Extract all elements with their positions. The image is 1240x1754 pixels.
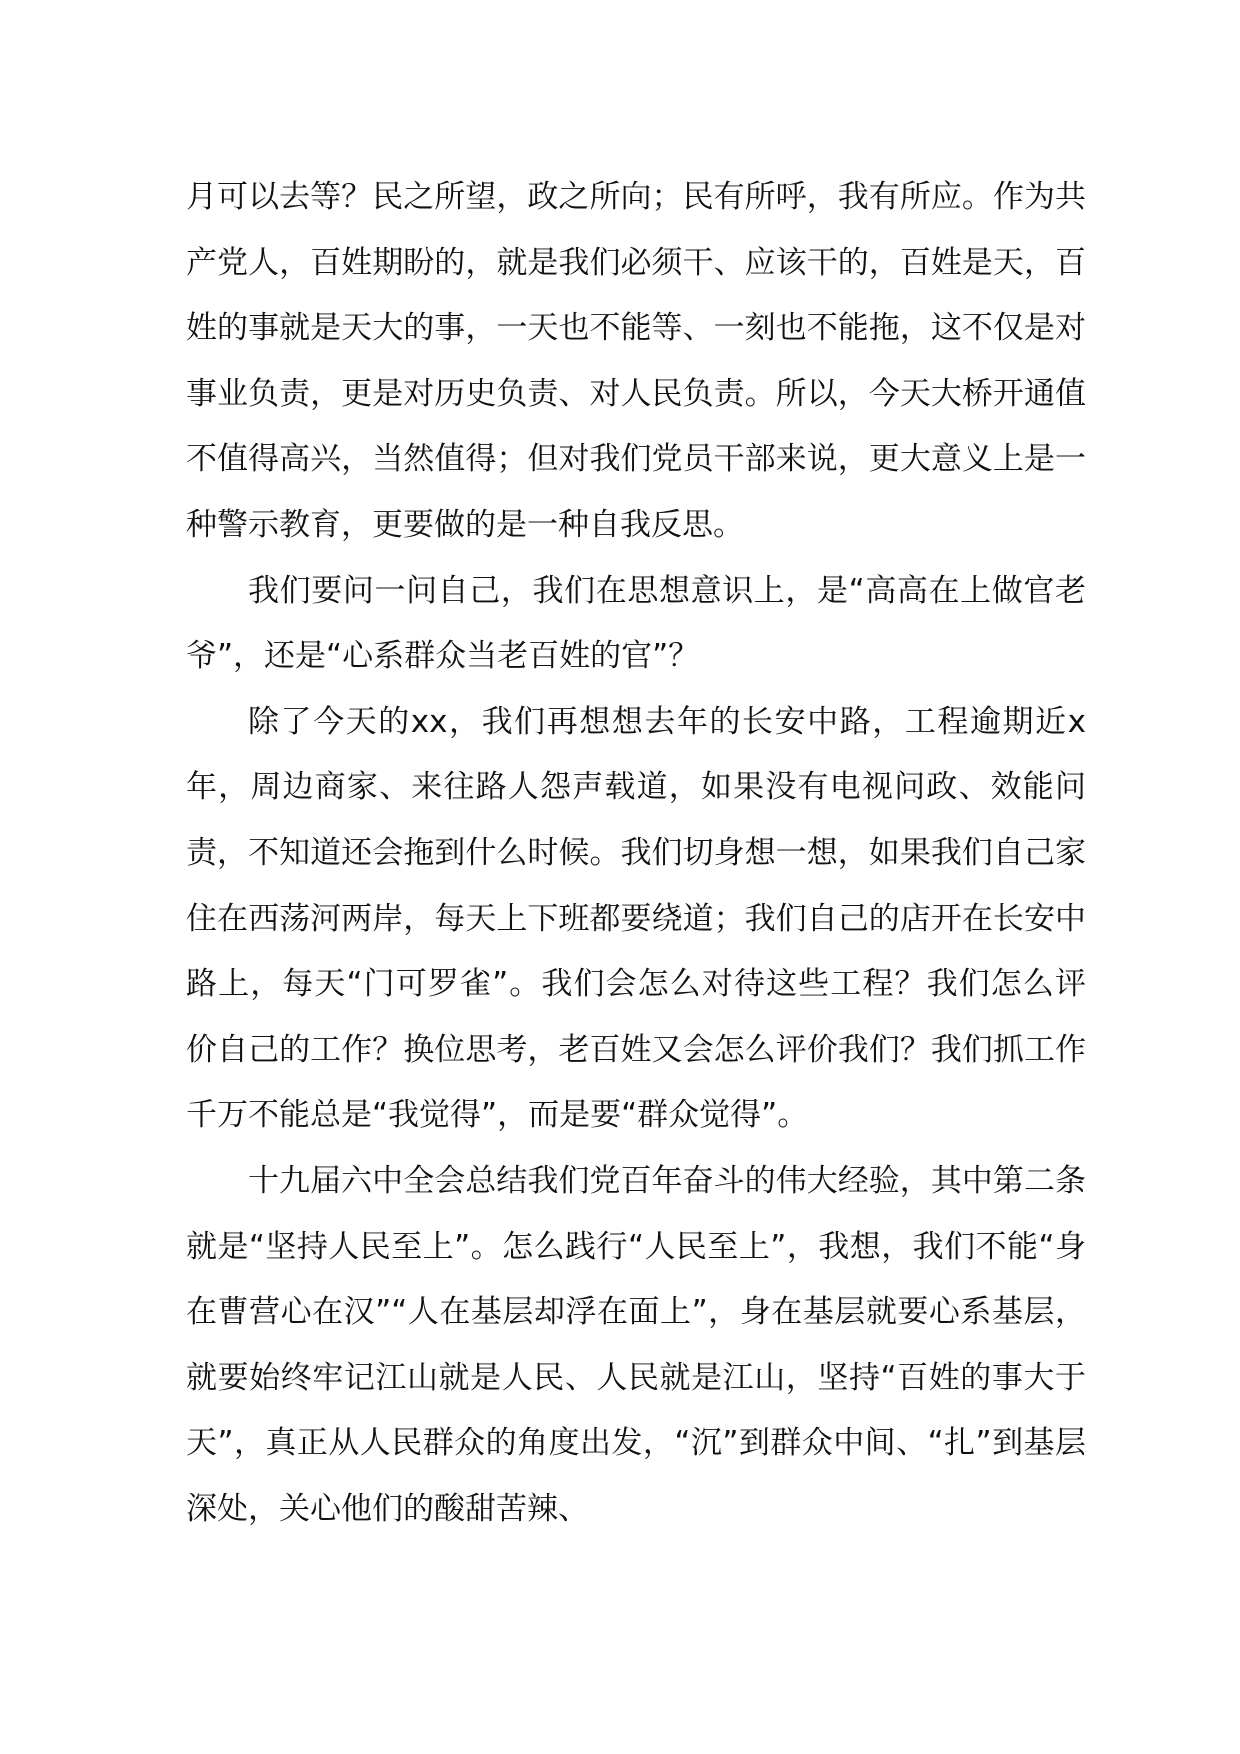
paragraph-4: 十九届六中全会总结我们党百年奋斗的伟大经验，其中第二条就是“坚持人民至上”。怎么践行“人民至上”，我想，我们不能“身在曹营心在汉”“人在基层却浮在面上”，身在基层就要心系基层，就要始终牢记江山就是人民、人民就是江山，坚持“百姓的事大于天”，真正从人民群众的角度出发，“沉”到群众中间、“扎”到基层深处，关心他们的酸甜苦辣、 <box>186 1162 1086 1527</box>
paragraph-1: 月可以去等？民之所望，政之所向；民有所呼，我有所应。作为共产党人，百姓期盼的，就是我们必须干、应该干的，百姓是天，百姓的事就是天大的事，一天也不能等、一刻也不能拖，这不仅是对事业负责，更是对历史负责、对人民负责。所以，今天大桥开通值不值得高兴，当然值得；但对我们党员干部来说，更大意义上是一种警示教育，更要做的是一种自我反思。 <box>186 179 1086 543</box>
document-body <box>186 165 1086 1542</box>
paragraph-2: 我们要问一问自己，我们在思想意识上，是“高高在上做官老爷”，还是“心系群众当老百姓的官”？ <box>186 572 1086 675</box>
paragraph-3: 除了今天的xx，我们再想想去年的长安中路，工程逾期近x年，周边商家、来往路人怨声载道，如果没有电视问政、效能问责，不知道还会拖到什么时候。我们切身想一想，如果我们自己家住在西荡河两岸，每天上下班都要绕道；我们自己的店开在长安中路上，每天“门可罗雀”。我们会怎么对待这些工程？我们怎么评价自己的工作？换位思考，老百姓又会怎么评价我们？我们抓工作千万不能总是“我觉得”，而是要“群众觉得”。 <box>186 703 1086 1134</box>
